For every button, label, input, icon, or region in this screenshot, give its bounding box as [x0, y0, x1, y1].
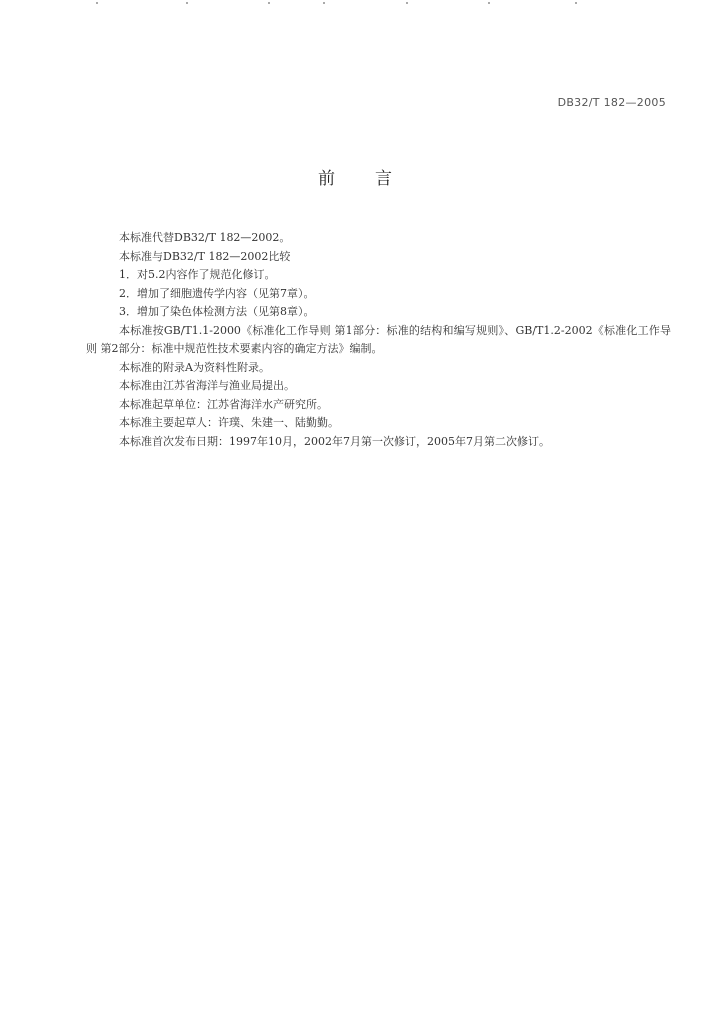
page-title: 前言 — [318, 169, 432, 189]
foreword-body — [86, 229, 671, 451]
paragraph-change-1: 1．对5.2内容作了规范化修订。 — [119, 268, 276, 281]
standard-code-header: DB32/T 182—2005 — [557, 96, 666, 109]
paragraph-appendix: 本标准的附录A为资料性附录。 — [119, 360, 270, 374]
paragraph-drafting-rules: 本标准按GB/T1.1-2000《标准化工作导则 第1部分：标准的结构和编写规则》、GB/T1.2-2002《标准化工作导则 第2部分：标准中规范性技术要素内容的确定方法》编制。 — [86, 323, 671, 355]
paragraph-drafters: 本标准主要起草人：许璞、朱建一、陆勤勤。 — [119, 416, 339, 429]
paragraph-drafting-unit: 本标准起草单位：江苏省海洋水产研究所。 — [119, 397, 328, 411]
paragraph-change-3: 3．增加了染色体检测方法（见第8章）。 — [119, 305, 315, 318]
paragraph-release-history: 本标准首次发布日期：1997年10月，2002年7月第一次修订，2005年7月第二次修订。 — [119, 434, 550, 448]
paragraph-proposer: 本标准由江苏省海洋与渔业局提出。 — [119, 379, 295, 392]
paragraph-comparison: 本标准与DB32/T 182—2002比较 — [119, 249, 291, 263]
scan-edge-marks — [0, 2, 724, 8]
paragraph-change-2: 2．增加了细胞遗传学内容（见第7章）。 — [119, 286, 315, 300]
paragraph-replaces: 本标准代替DB32/T 182—2002。 — [119, 231, 291, 244]
